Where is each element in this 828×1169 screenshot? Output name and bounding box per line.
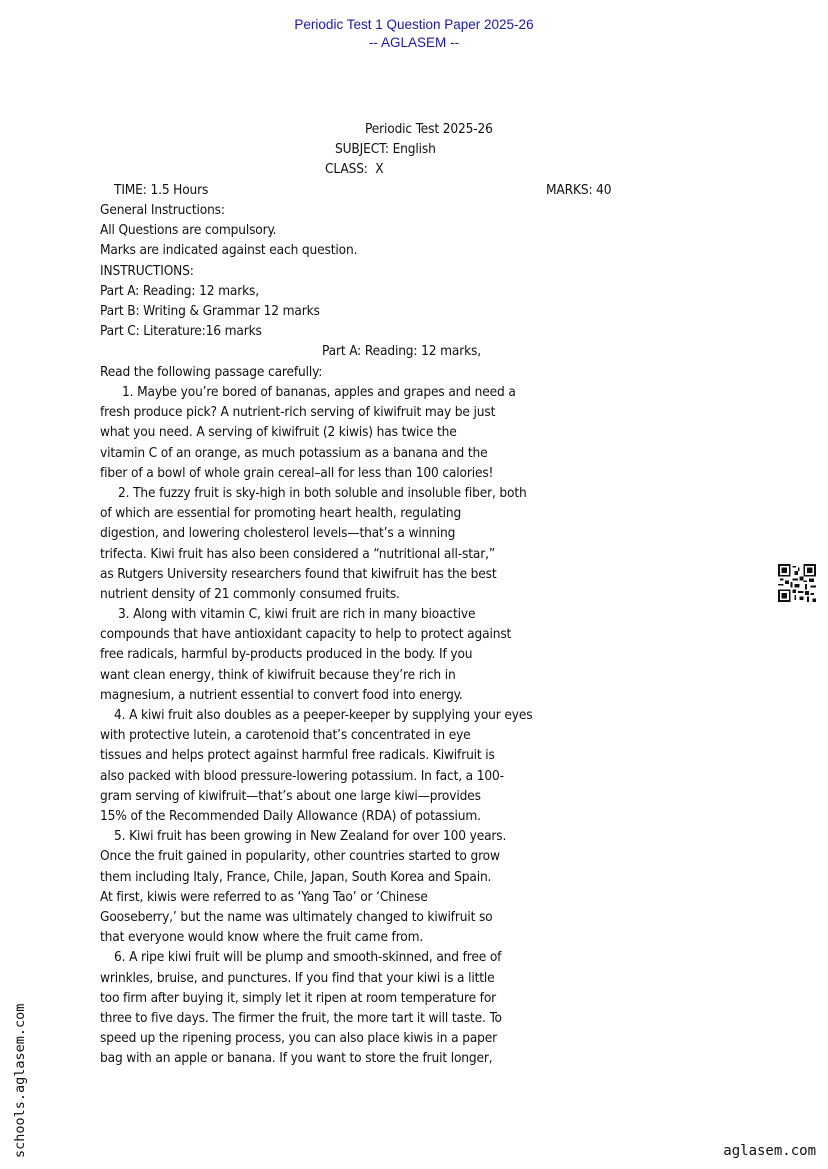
general-instructions-heading: General Instructions: (100, 202, 225, 218)
passage-line: At first, kiwis were referred to as ‘Yang Tao’ or ‘Chinese (100, 889, 428, 905)
qr-code-icon (778, 564, 816, 602)
passage-line: 3. Along with vitamin C, kiwi fruit are rich in many bioactive (118, 606, 476, 622)
passage-line: 1. Maybe you’re bored of bananas, apples and grapes and need a (122, 384, 516, 400)
passage-line: fiber of a bowl of whole grain cereal–all for less than 100 calories! (100, 465, 494, 481)
passage-line: 2. The fuzzy fruit is sky-high in both soluble and insoluble fiber, both (118, 485, 527, 501)
passage-line: with protective lutein, a carotenoid that’s concentrated in eye (100, 727, 471, 743)
passage-line: also packed with blood pressure-lowering potassium. In fact, a 100- (100, 768, 504, 784)
section-heading: Part A: Reading: 12 marks, (322, 343, 481, 359)
section-prompt: Read the following passage carefully: (100, 364, 323, 380)
passage-line: free radicals, harmful by-products produced in the body. If you (100, 646, 473, 662)
passage-line: them including Italy, France, Chile, Japan, South Korea and Spain. (100, 869, 492, 885)
passage-line: Once the fruit gained in popularity, other countries started to grow (100, 848, 500, 864)
passage-line: nutrient density of 21 commonly consumed fruits. (100, 586, 400, 602)
exam-name: Periodic Test 2025-26 (365, 121, 493, 137)
instruction-part: Part B: Writing & Grammar 12 marks (100, 303, 320, 319)
passage-line: three to five days. The firmer the fruit, the more tart it will taste. To (100, 1010, 502, 1026)
passage-line: 4. A kiwi fruit also doubles as a peeper-keeper by supplying your eyes (114, 707, 533, 723)
passage-line: tissues and helps protect against harmful free radicals. Kiwifruit is (100, 747, 495, 763)
passage-line: 6. A ripe kiwi fruit will be plump and smooth-skinned, and free of (114, 949, 502, 965)
instruction-part: Part C: Literature:16 marks (100, 323, 262, 339)
general-instruction: Marks are indicated against each question. (100, 242, 358, 258)
passage-line: digestion, and lowering cholesterol levels—that’s a winning (100, 525, 456, 541)
passage-line: as Rutgers University researchers found that kiwifruit has the best (100, 566, 497, 582)
passage-line: bag with an apple or banana. If you want to store the fruit longer, (100, 1050, 493, 1066)
header-title: Periodic Test 1 Question Paper 2025-26 (294, 17, 534, 32)
passage-line: gram serving of kiwifruit—that’s about one large kiwi—provides (100, 788, 481, 804)
passage-line: want clean energy, think of kiwifruit because they’re rich in (100, 667, 456, 683)
side-watermark: schools.aglasem.com (12, 1003, 28, 1158)
passage-line: what you need. A serving of kiwifruit (2 kiwis) has twice the (100, 424, 457, 440)
instructions-heading: INSTRUCTIONS: (100, 263, 194, 279)
header-subtitle: -- AGLASEM -- (368, 35, 459, 50)
passage-line: vitamin C of an orange, as much potassium as a banana and the (100, 445, 488, 461)
passage-line: too firm after buying it, simply let it ripen at room temperature for (100, 990, 497, 1006)
passage-line: wrinkles, bruise, and punctures. If you find that your kiwi is a little (100, 970, 495, 986)
exam-marks: MARKS: 40 (546, 182, 612, 198)
footer-watermark: aglasem.com (723, 1143, 816, 1159)
passage-line: fresh produce pick? A nutrient-rich serving of kiwifruit may be just (100, 404, 496, 420)
instruction-part: Part A: Reading: 12 marks, (100, 283, 259, 299)
general-instruction: All Questions are compulsory. (100, 222, 277, 238)
exam-subject: SUBJECT: English (335, 141, 436, 157)
passage-line: trifecta. Kiwi fruit has also been considered a “nutritional all-star,” (100, 546, 496, 562)
passage-line: 15% of the Recommended Daily Allowance (RDA) of potassium. (100, 808, 481, 824)
passage-line: of which are essential for promoting heart health, regulating (100, 505, 462, 521)
passage-line: Gooseberry,’ but the name was ultimately changed to kiwifruit so (100, 909, 493, 925)
passage-line: compounds that have antioxidant capacity to help to protect against (100, 626, 512, 642)
passage-line: that everyone would know where the fruit came from. (100, 929, 424, 945)
passage-line: magnesium, a nutrient essential to convert food into energy. (100, 687, 463, 703)
exam-class: CLASS: X (325, 161, 384, 177)
passage-line: speed up the ripening process, you can also place kiwis in a paper (100, 1030, 498, 1046)
exam-time: TIME: 1.5 Hours (114, 182, 209, 198)
passage-line: 5. Kiwi fruit has been growing in New Zealand for over 100 years. (114, 828, 507, 844)
